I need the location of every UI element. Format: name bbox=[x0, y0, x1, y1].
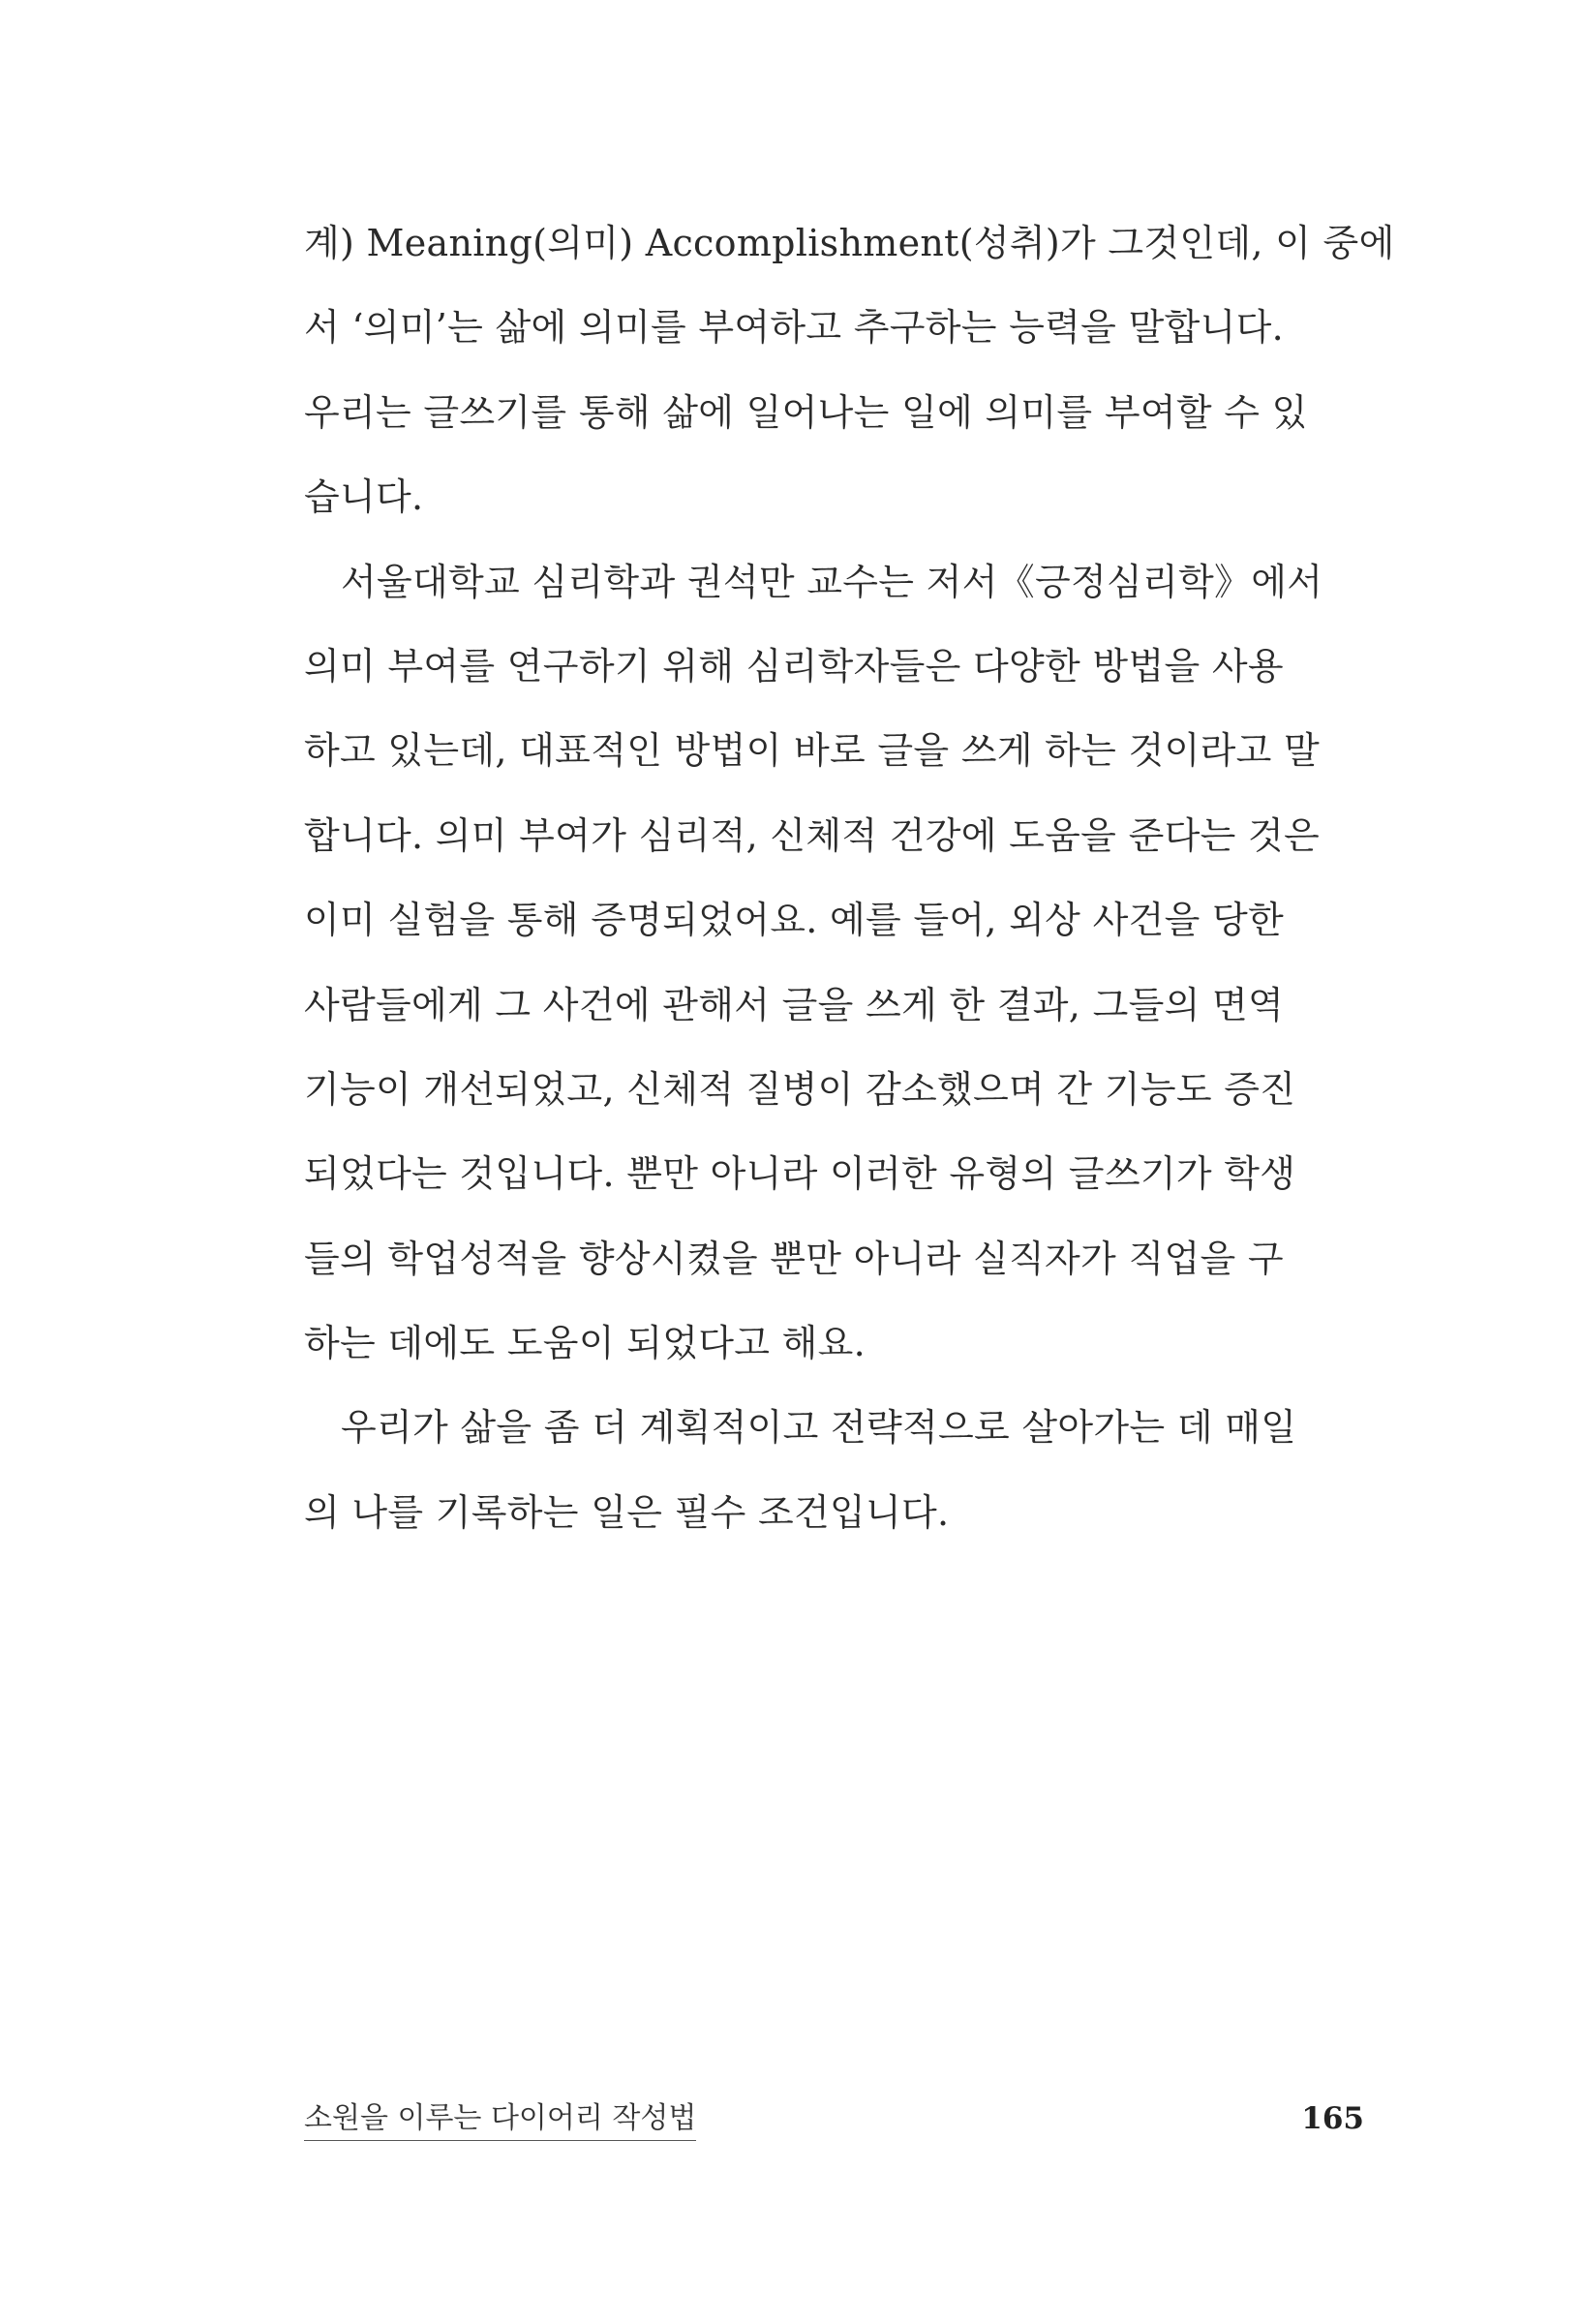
text-line: 하고 있는데, 대표적인 방법이 바로 글을 쓰게 하는 것이라고 말 bbox=[304, 729, 1320, 773]
text-line: 이미 실험을 통해 증명되었어요. 예를 들어, 외상 사건을 당한 bbox=[304, 899, 1284, 942]
text-line: 서 ‘의미’는 삶에 의미를 부여하고 추구하는 능력을 말합니다. bbox=[304, 306, 1284, 350]
text-line: 우리는 글쓰기를 통해 삶에 일어나는 일에 의미를 부여할 수 있 bbox=[304, 390, 1308, 434]
page-footer bbox=[304, 2099, 1364, 2142]
text-line: 서울대학교 심리학과 권석만 교수는 저서《긍정심리학》에서 bbox=[341, 560, 1323, 603]
text-line: 사람들에게 그 사건에 관해서 글을 쓰게 한 결과, 그들의 면역 bbox=[304, 983, 1284, 1026]
text-line: 들의 학업성적을 향상시켰을 뿐만 아니라 실직자가 직업을 구 bbox=[304, 1237, 1284, 1280]
running-title: 소원을 이루는 다이어리 작성법 bbox=[304, 2099, 696, 2141]
body-text bbox=[304, 201, 1395, 1555]
text-line: 기능이 개선되었고, 신체적 질병이 감소했으며 간 기능도 증진 bbox=[304, 1067, 1296, 1111]
text-line: 의미 부여를 연구하기 위해 심리학자들은 다양한 방법을 사용 bbox=[304, 644, 1284, 688]
text-line: 하는 데에도 도움이 되었다고 해요. bbox=[304, 1322, 867, 1365]
text-line: 되었다는 것입니다. 뿐만 아니라 이러한 유형의 글쓰기가 학생 bbox=[304, 1152, 1296, 1196]
text-line: 습니다. bbox=[304, 475, 424, 519]
text-line: 의 나를 기록하는 일은 필수 조건입니다. bbox=[304, 1490, 950, 1534]
text-line: 합니다. 의미 부여가 심리적, 신체적 건강에 도움을 준다는 것은 bbox=[304, 813, 1320, 857]
page-number: 165 bbox=[1301, 2101, 1364, 2136]
text-line: 우리가 삶을 좀 더 계획적이고 전략적으로 살아가는 데 매일 bbox=[341, 1406, 1297, 1450]
text-line: 계) Meaning(의미) Accomplishment(성취)가 그것인데, 이 중에 bbox=[304, 222, 1395, 264]
